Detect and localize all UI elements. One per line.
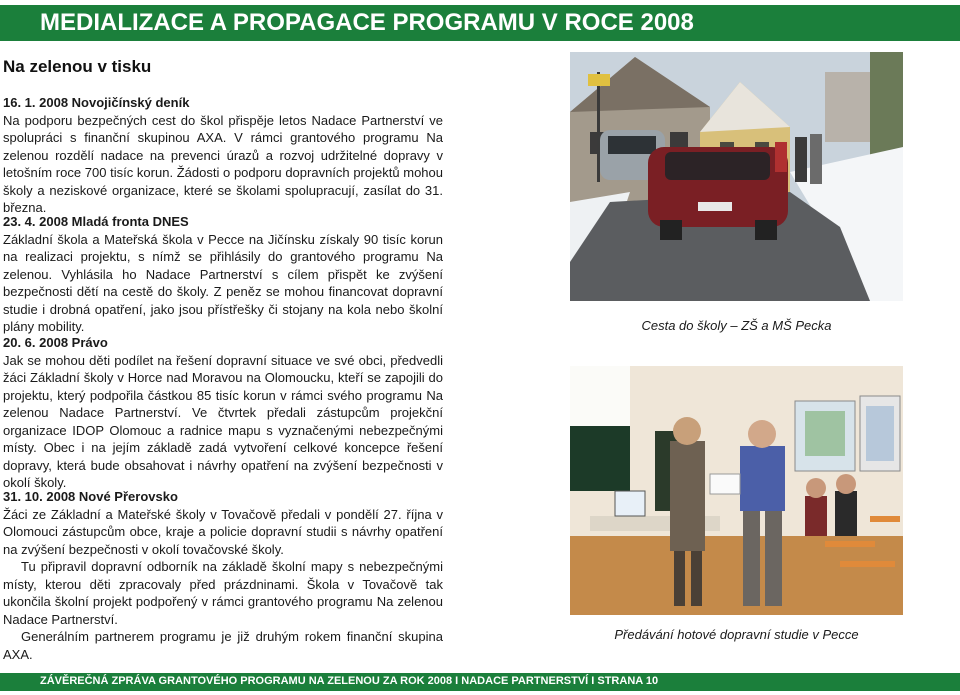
article-body: Základní škola a Mateřská škola v Pecce na Jičínsku získaly 90 tisíc korun na realizaci projektu, s nímž se přihlásily do grantového programu Na zelenou. Vyhlásila ho Nadace Partnerství s cílem přispět ke zvýšení bezpečnosti dětí na cestě do školy. Z peněz se mohou financovat dopravní studie i drobná opatření, jako jsou přístřešky či stojany na kola nebo školní plány mobility. <box>3 231 443 334</box>
photo-predavani-studie <box>570 366 903 615</box>
article-body: Generálním partnerem programu je již druhým rokem finanční skupina AXA. <box>3 629 443 662</box>
page-header <box>0 5 960 41</box>
article-body: Žáci ze Základní a Mateřské školy v Tovačově předali v pondělí 27. října v Olomouci zástupcům obce, kraje a policie dopravní studii s návrhy opatření na zvýšení bezpečnosti v okolí tovačovské školy. <box>3 506 443 557</box>
article-heading: 16. 1. 2008 Novojičínský deník <box>3 95 190 110</box>
article-heading: 31. 10. 2008 Nové Přerovsko <box>3 489 178 504</box>
classroom-image <box>570 366 903 615</box>
section-title: Na zelenou v tisku <box>3 57 152 76</box>
photo-caption: Cesta do školy – ZŠ a MŠ Pecka <box>641 318 832 333</box>
photo-caption: Předávání hotové dopravní studie v Pecce <box>614 627 859 642</box>
article-mlada-fronta-dnes <box>3 213 443 336</box>
article-body: Na podporu bezpečných cest do škol přispěje letos Nadace Partnerství ve spolupráci s finanční skupinou AXA. V rámci grantového programu Na zelenou rozdělí nadace na prevenci úrazů a rozvoj udržitelné dopravy v letošním roce 700 tisíc korun. Žádosti o podporu dopravních projektů mohou školy a neziskové organizace, které se školami spolupracují, zasílat do 31. března. <box>3 112 443 215</box>
page-footer <box>0 673 960 691</box>
article-body: Tu připravil dopravní odborník na základě školní mapy s nebezpečnými místy, kterou děti zpracovaly před prázdninami. Škola v Tovačově tak ukončila školní projekt podpořený v rámci grantového programu Na zelenou Nadace Partnerství. <box>3 559 443 627</box>
street-scene-image <box>570 52 903 301</box>
article-nove-prerovsko <box>3 488 443 663</box>
article-heading: 23. 4. 2008 Mladá fronta DNES <box>3 214 189 229</box>
article-novojicinsky-denik <box>3 94 443 217</box>
page-title: MEDIALIZACE A PROPAGACE PROGRAMU V ROCE 2008 <box>40 9 694 36</box>
article-heading: 20. 6. 2008 Právo <box>3 335 108 350</box>
footer-text: ZÁVĚREČNÁ ZPRÁVA GRANTOVÉHO PROGRAMU NA ZELENOU ZA ROK 2008 I NADACE PARTNERSTVÍ I STRANA 10 <box>40 675 659 687</box>
photo-cesta-do-skoly <box>570 52 903 301</box>
article-pravo <box>3 334 443 492</box>
article-body: Jak se mohou děti podílet na řešení dopravní situace ve své obci, předvedli žáci Základní školy v Horce nad Moravou na Olomoucku, kteří se zapojili do projektu, který podpořila částkou 85 tisíc korun v rámci svého programu Na zelenou Nadace Partnerství. Ve čtvrtek předali zástupcům projekční organizace IDOP Olomouc a radnice mapu s vyznačenými nebezpečnými místy. Obec i na jejím základě zadá vytvoření celkové koncepce řešení dopravy, která bude obsahovat i návrhy opatření na zvýšení bezpečnosti v okolí školy. <box>3 352 443 490</box>
